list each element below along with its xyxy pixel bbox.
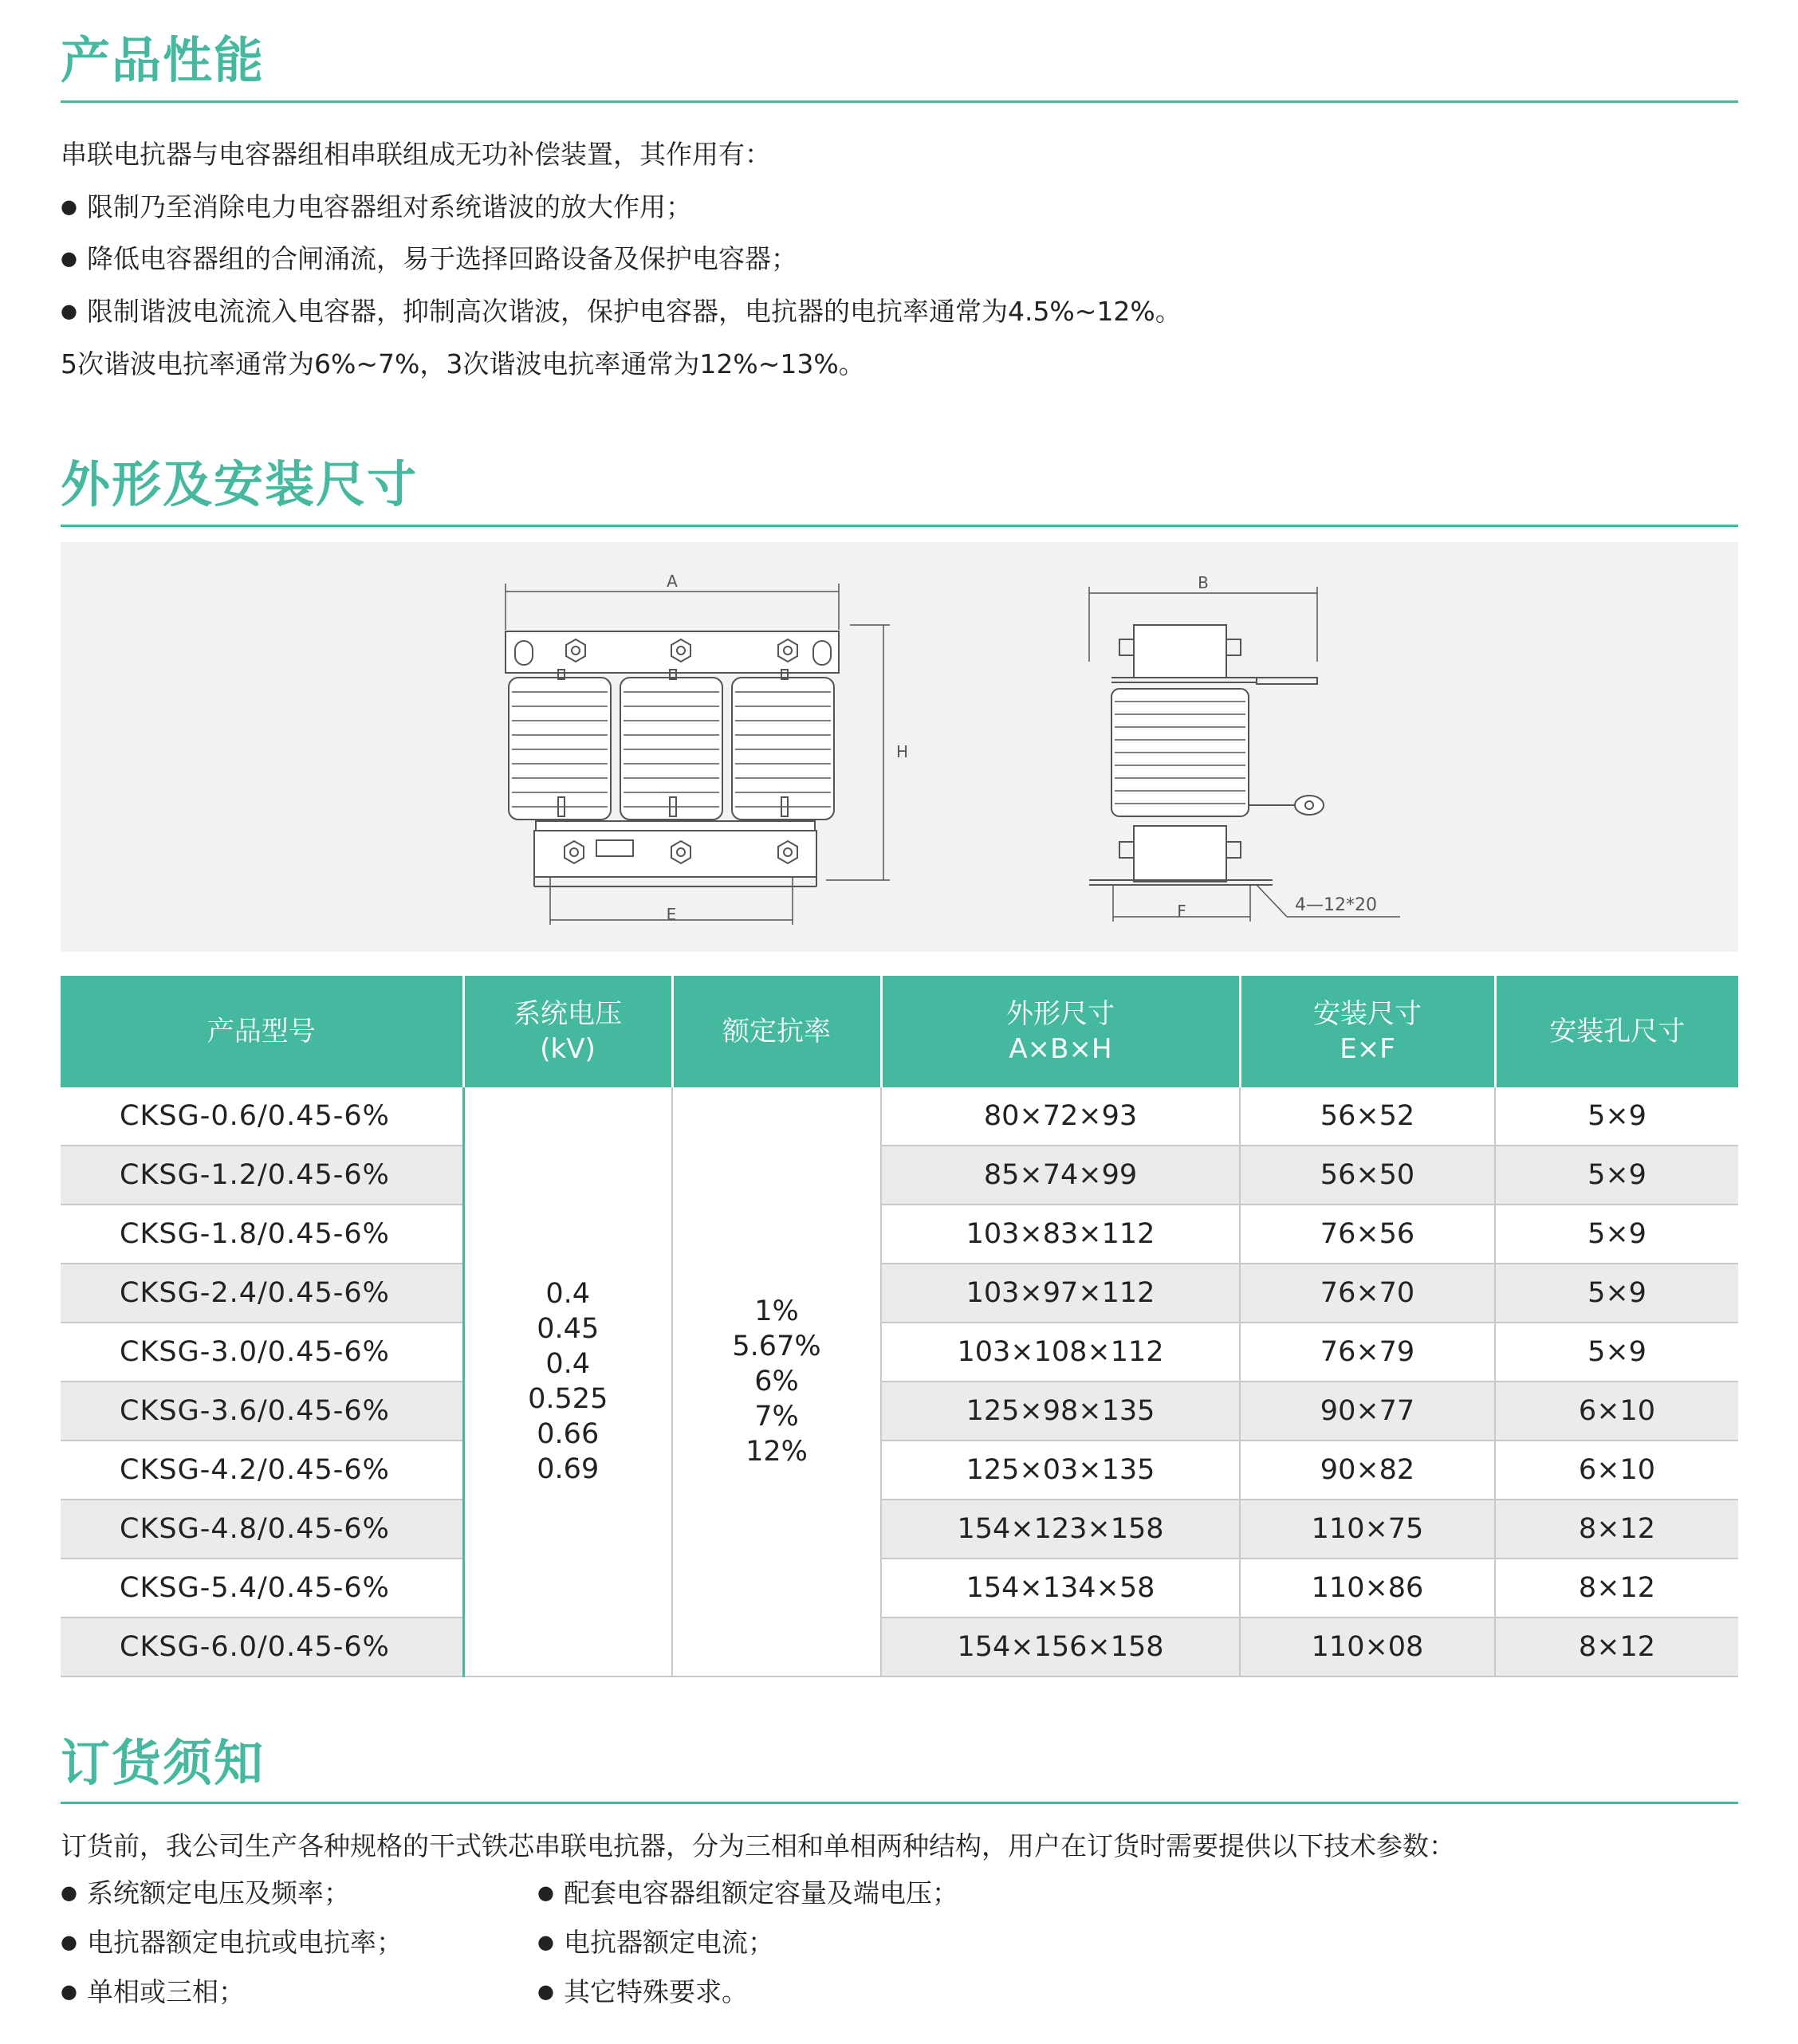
cell-mount: 90×77 [1240,1382,1495,1441]
section-title-performance: 产品性能 [61,31,266,89]
performance-bullet: ● 限制乃至消除电力电容器组对系统谐波的放大作用； [61,191,692,226]
table-row [61,1205,1738,1264]
cell-hole: 8×12 [1495,1559,1738,1618]
cell-model: CKSG-0.6/0.45-6% [61,1087,463,1146]
cell-model: CKSG-3.6/0.45-6% [61,1382,463,1441]
header-reactance: 额定抗率 [672,976,881,1087]
section-rule [61,525,1738,527]
cell-dims: 85×74×99 [881,1146,1240,1205]
cell-dims: 125×03×135 [881,1441,1240,1500]
cell-model: CKSG-1.2/0.45-6% [61,1146,463,1205]
cell-hole: 8×12 [1495,1618,1738,1676]
cell-hole: 5×9 [1495,1323,1738,1382]
cell-dims: 154×156×158 [881,1618,1240,1676]
ordering-intro: 订货前，我公司生产各种规格的干式铁芯串联电抗器，分为三相和单相两种结构，用户在订货时需要提供以下技术参数： [61,1830,1455,1861]
table-header-row [61,976,1738,1087]
cell-hole: 8×12 [1495,1500,1738,1559]
side-view [1089,573,1400,922]
dim-label-h: H [896,742,909,761]
cell-dims: 154×123×158 [881,1500,1240,1559]
table-row [61,1323,1738,1382]
table-row [61,1264,1738,1323]
cell-dims: 103×108×112 [881,1323,1240,1382]
cell-reactance-group: 1% 5.67% 6% 7% 12% [672,1087,881,1676]
cell-dims: 125×98×135 [881,1382,1240,1441]
cell-mount: 110×08 [1240,1618,1495,1676]
performance-bullet: ● 降低电容器组的合闸涌流，易于选择回路设备及保护电容器； [61,243,797,277]
dim-label-b: B [1198,573,1209,592]
cell-mount: 76×70 [1240,1264,1495,1323]
ordering-list-right [537,1877,958,2026]
section-rule [61,1802,1738,1804]
ordering-item: ● 系统额定电压及频率； [61,1877,1017,1912]
cell-mount: 110×86 [1240,1559,1495,1618]
table-row [61,1146,1738,1205]
performance-note: 5次谐波电抗率通常为6%~7%，3次谐波电抗率通常为12%~13%。 [61,348,865,379]
table-row [61,1382,1738,1441]
outline-diagram [61,542,1738,952]
cell-hole: 6×10 [1495,1382,1738,1441]
dim-label-f: F [1177,902,1186,921]
cell-model: CKSG-5.4/0.45-6% [61,1559,463,1618]
table-row [61,1559,1738,1618]
cell-model: CKSG-4.2/0.45-6% [61,1441,463,1500]
cell-mount: 90×82 [1240,1441,1495,1500]
table-row [61,1500,1738,1559]
header-model: 产品型号 [61,976,463,1087]
cell-mount: 110×75 [1240,1500,1495,1559]
cell-dims: 80×72×93 [881,1087,1240,1146]
cell-dims: 154×134×58 [881,1559,1240,1618]
table-row [61,1441,1738,1500]
header-dimensions: 外形尺寸 A×B×H [881,976,1240,1087]
performance-bullet: ● 限制谐波电流流入电容器，抑制高次谐波，保护电容器，电抗器的电抗率通常为4.5%~12%。 [61,296,1182,330]
cell-mount: 56×50 [1240,1146,1495,1205]
dim-label-a: A [667,572,678,591]
cell-mount: 76×56 [1240,1205,1495,1264]
cell-hole: 6×10 [1495,1441,1738,1500]
cell-mount: 76×79 [1240,1323,1495,1382]
cell-dims: 103×83×112 [881,1205,1240,1264]
ordering-item: ● 电抗器额定电抗或电抗率； [61,1927,1017,1961]
cell-hole: 5×9 [1495,1087,1738,1146]
cell-mount: 56×52 [1240,1087,1495,1146]
header-mount: 安装尺寸 E×F [1240,976,1495,1087]
cell-hole: 5×9 [1495,1264,1738,1323]
front-view [506,572,908,925]
ordering-item: ● 单相或三相； [61,1976,1017,2011]
ordering-item: ● 配套电容器组额定容量及端电压； [537,1877,958,1912]
section-title-dimensions: 外形及安装尺寸 [61,455,419,513]
spec-table [61,976,1738,1677]
header-hole: 安装孔尺寸 [1495,976,1738,1087]
cell-hole: 5×9 [1495,1205,1738,1264]
ordering-item: ● 其它特殊要求。 [537,1976,958,2011]
cell-dims: 103×97×112 [881,1264,1240,1323]
cell-model: CKSG-2.4/0.45-6% [61,1264,463,1323]
cell-hole: 5×9 [1495,1146,1738,1205]
table-row [61,1087,1738,1146]
cell-voltage-group: 0.4 0.45 0.4 0.525 0.66 0.69 [463,1087,672,1676]
dim-label-e: E [666,905,677,924]
header-voltage: 系统电压 (kV) [463,976,672,1087]
cell-model: CKSG-3.0/0.45-6% [61,1323,463,1382]
cell-model: CKSG-6.0/0.45-6% [61,1618,463,1676]
section-rule [61,100,1738,103]
dim-label-holes: 4—12*20 [1295,895,1377,915]
table-row [61,1618,1738,1676]
ordering-item: ● 电抗器额定电流； [537,1927,958,1961]
performance-intro: 串联电抗器与电容器组相串联组成无功补偿装置，其作用有： [61,139,771,170]
cell-model: CKSG-1.8/0.45-6% [61,1205,463,1264]
section-title-ordering: 订货须知 [61,1734,266,1792]
cell-model: CKSG-4.8/0.45-6% [61,1500,463,1559]
reactor-drawing [61,542,1738,952]
